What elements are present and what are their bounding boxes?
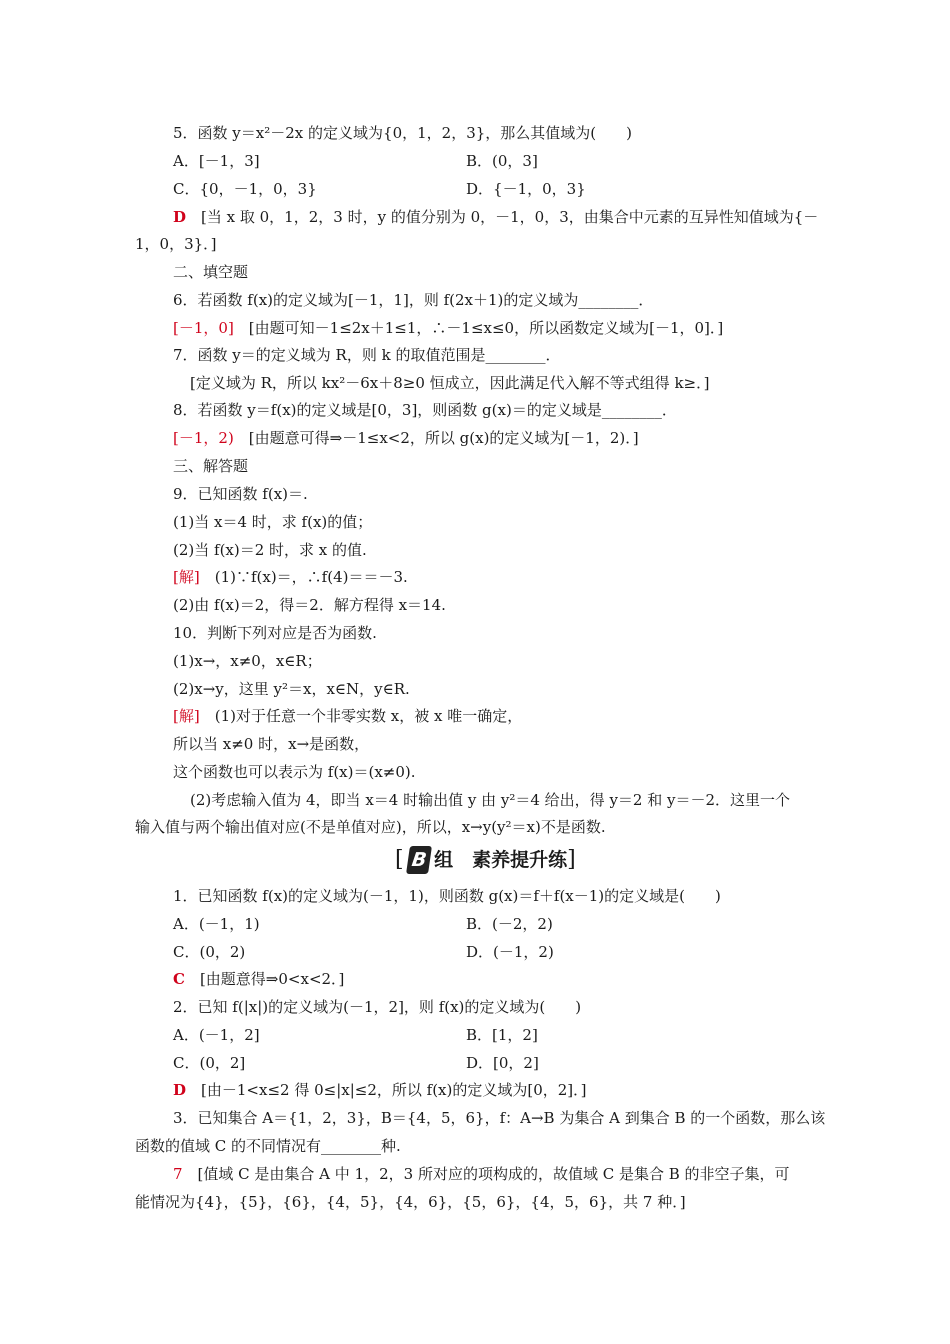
answer-text: [由－1<x≤2 得 0≤|x|≤2，所以 f(x)的定义域为[0，2]．]: [186, 1081, 587, 1099]
q5-option-a: A．[－1，3]: [173, 152, 260, 170]
b1-option-d: D．(－1，2): [466, 943, 554, 961]
q9-part2: (2)当 f(x)＝2 时，求 x 的值.: [173, 541, 367, 559]
q5-text: 5．函数 y＝x²－2x 的定义域为{0，1，2，3}，那么其值域为( ): [173, 124, 632, 142]
q6-text: 6．若函数 f(x)的定义域为[－1，1]，则 f(2x＋1)的定义域为________．: [173, 291, 654, 309]
b1-option-b: B．(－2，2): [466, 915, 553, 933]
q10-solution-3: 这个函数也可以表示为 f(x)＝(x≠0).: [173, 763, 416, 781]
answer-label: [－1，0]: [173, 319, 234, 337]
section-fill-blank: 二、填空题: [173, 263, 249, 281]
answer-text: [由题意可得⇒－1≤x<2，所以 g(x)的定义域为[－1，2)．]: [233, 429, 639, 447]
answer-label: D: [173, 1081, 187, 1099]
q9-solution: [173, 567, 408, 587]
b3-text: 3．已知集合 A＝{1，2，3}，B＝{4，5，6}，f：A→B 为集合 A 到集合 B 的一个函数，那么该: [173, 1109, 826, 1127]
b2-option-d: D．[0，2]: [466, 1054, 539, 1072]
b3-answer: [173, 1164, 790, 1184]
banner-badge: B: [406, 846, 432, 874]
b2-option-c: C．(0，2]: [173, 1054, 246, 1072]
answer-text: [值域 C 是由集合 A 中 1，2，3 所对应的项构成的，故值域 C 是集合 B 的非空子集，可: [182, 1165, 790, 1183]
answer-label: D: [173, 208, 187, 226]
answer-text: [由题可知－1≤2x＋1≤1，∴－1≤x≤0，所以函数定义域为[－1，0]．]: [233, 319, 724, 337]
answer-label: 7: [173, 1165, 183, 1183]
answer-text: (1)对于任意一个非零实数 x，被 x 唯一确定，: [199, 707, 523, 725]
answer-text: [由题意得⇒0<x<2．]: [184, 970, 345, 988]
answer-text: (1)∵f(x)＝，∴f(4)＝＝－3.: [199, 568, 408, 586]
answer-label: [解]: [173, 568, 200, 586]
q10-solution: [173, 706, 522, 726]
q10-part1: (1)x→，x≠0，x∈R；: [173, 652, 322, 670]
q8-answer: [173, 428, 639, 448]
q5-answer-cont: 1，0，3}．]: [135, 235, 217, 253]
answer-label: [－1，2): [173, 429, 234, 447]
q10-part2: (2)x→y，这里 y²＝x，x∈N，y∈R.: [173, 680, 410, 698]
banner-close: ]: [567, 847, 576, 872]
b1-option-a: A．(－1，1): [173, 915, 260, 933]
q5-option-d: D．{－1，0，3}: [466, 180, 586, 198]
b3-text-cont: 函数的值域 C 的不同情况有________种.: [135, 1137, 401, 1155]
banner-title: 组 素养提升练: [434, 849, 568, 871]
q7-text: 7．函数 y＝的定义域为 R，则 k 的取值范围是________．: [173, 346, 561, 364]
b2-option-b: B．[1，2]: [466, 1026, 538, 1044]
b1-option-c: C．(0，2): [173, 943, 246, 961]
q5-answer: [173, 207, 818, 227]
section-solve: 三、解答题: [173, 457, 249, 475]
answer-label: C: [173, 970, 185, 988]
b1-answer: [173, 969, 344, 989]
q9-text: 9．已知函数 f(x)＝.: [173, 485, 308, 503]
q10-solution-5: 输入值与两个输出值对应(不是单值对应)，所以，x→y(y²＝x)不是函数.: [135, 818, 606, 836]
b2-option-a: A．(－1，2]: [173, 1026, 260, 1044]
q6-answer: [173, 318, 723, 338]
q10-solution-2: 所以当 x≠0 时，x→是函数，: [173, 735, 370, 753]
b1-text: 1．已知函数 f(x)的定义域为(－1，1)，则函数 g(x)＝f＋f(x－1)的定义域是( ): [173, 887, 721, 905]
section-banner-b: [395, 846, 576, 874]
q9-part1: (1)当 x＝4 时，求 f(x)的值；: [173, 513, 373, 531]
banner-open: [: [395, 847, 404, 872]
q10-solution-4: (2)考虑输入值为 4，即当 x＝4 时输出值 y 由 y²＝4 给出，得 y＝2 和 y＝－2．这里一个: [190, 791, 791, 809]
q9-solution-2: (2)由 f(x)＝2，得＝2．解方程得 x＝14.: [173, 596, 446, 614]
b2-text: 2．已知 f(|x|)的定义域为(－1，2]，则 f(x)的定义域为( ): [173, 998, 582, 1016]
b2-answer: [173, 1080, 587, 1100]
q8-text: 8．若函数 y＝f(x)的定义域是[0，3]，则函数 g(x)＝的定义域是________．: [173, 401, 677, 419]
answer-text: [当 x 取 0，1，2，3 时，y 的值分别为 0，－1，0，3，由集合中元素的互异性知值域为{－: [186, 208, 819, 226]
q5-option-c: C．{0，－1，0，3}: [173, 180, 317, 198]
b3-answer-cont: 能情况为{4}，{5}，{6}，{4，5}，{4，6}，{5，6}，{4，5，6}，共 7 种．]: [135, 1193, 686, 1211]
q10-text: 10．判断下列对应是否为函数.: [173, 624, 377, 642]
answer-label: [解]: [173, 707, 200, 725]
q7-answer: [定义域为 R，所以 kx²－6x＋8≥0 恒成立，因此满足代入解不等式组得 k≥．]: [190, 374, 710, 392]
q5-option-b: B．(0，3]: [466, 152, 538, 170]
